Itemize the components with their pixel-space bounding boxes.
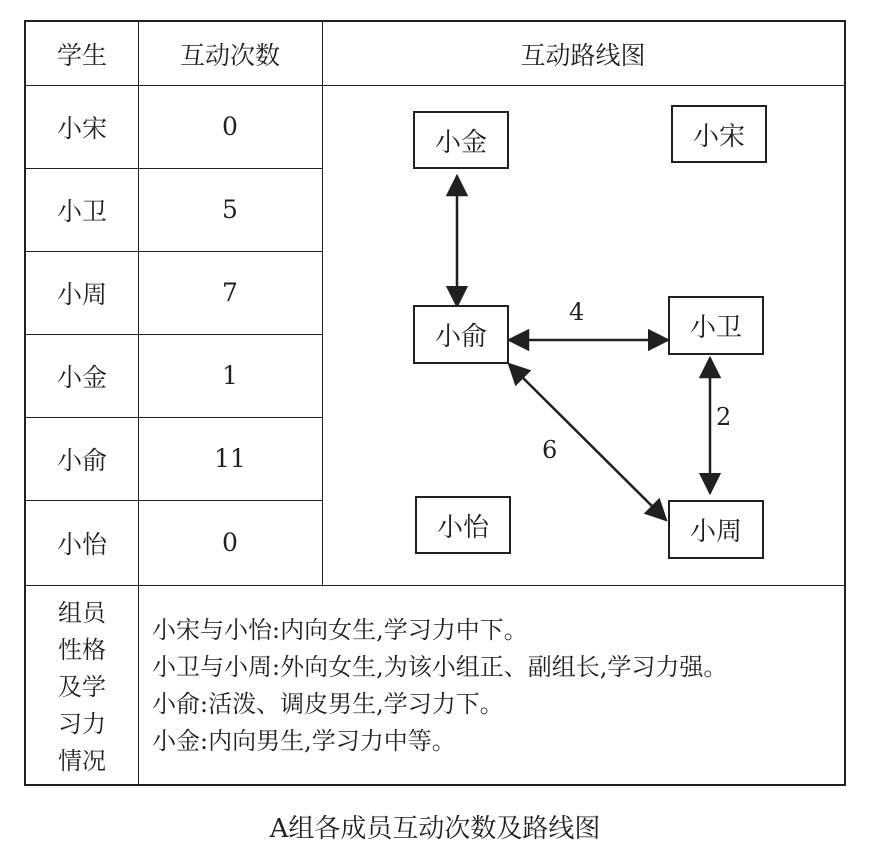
route-arrows xyxy=(326,88,846,588)
node-wei: 小卫 xyxy=(668,296,764,355)
student-name: 小俞 xyxy=(56,445,107,475)
note-line: 小俞:活泼、调皮男生,学习力下。 xyxy=(152,690,504,718)
node-yi: 小怡 xyxy=(415,496,511,554)
personality-label xyxy=(26,588,138,786)
label-line: 及学 xyxy=(58,672,106,701)
interaction-count: 7 xyxy=(222,278,238,307)
node-yu: 小俞 xyxy=(413,305,509,364)
label-line: 情况 xyxy=(58,746,106,775)
edge-label: 2 xyxy=(716,403,732,431)
interaction-count: 5 xyxy=(222,195,238,224)
header-student: 学生 xyxy=(56,40,107,70)
label-line: 组员 xyxy=(58,598,106,627)
note-line: 小卫与小周:外向女生,为该小组正、副组长,学习力强。 xyxy=(152,653,728,681)
figure-caption: A组各成员互动次数及路线图 xyxy=(269,814,601,844)
student-name: 小周 xyxy=(56,279,107,309)
edge-yu-zhou xyxy=(509,364,666,520)
label-line: 习力 xyxy=(58,709,106,738)
edge-label: 4 xyxy=(569,298,585,326)
student-name: 小怡 xyxy=(56,529,107,559)
label-line: 性格 xyxy=(58,635,106,664)
student-name: 小金 xyxy=(56,362,107,392)
node-zhou: 小周 xyxy=(668,500,764,559)
interaction-route-diagram xyxy=(326,88,846,588)
node-jin: 小金 xyxy=(413,111,509,169)
interaction-count: 0 xyxy=(222,528,238,557)
interaction-count: 0 xyxy=(222,112,238,141)
header-count: 互动次数 xyxy=(179,40,280,70)
personality-notes xyxy=(152,612,842,760)
edge-label: 6 xyxy=(542,436,558,464)
node-song: 小宋 xyxy=(671,105,767,163)
note-line: 小宋与小怡:内向女生,学习力中下。 xyxy=(152,616,528,644)
student-name: 小卫 xyxy=(56,196,107,226)
grid-line xyxy=(322,22,323,585)
interaction-table xyxy=(24,20,846,786)
interaction-count: 1 xyxy=(222,361,238,390)
note-line: 小金:内向男生,学习力中等。 xyxy=(152,727,456,755)
student-name: 小宋 xyxy=(56,113,107,143)
header-route: 互动路线图 xyxy=(520,40,646,70)
interaction-count: 11 xyxy=(214,444,246,473)
